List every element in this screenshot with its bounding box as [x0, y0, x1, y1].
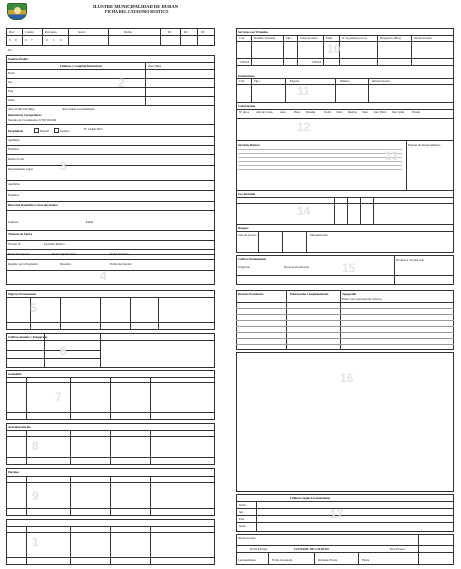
domicilio-label: Dirección Domicilio Correo electrónico [8, 203, 58, 207]
nombres-label: Nombres [8, 147, 19, 151]
infraestructura-label: Infraestructura [310, 233, 328, 237]
no-label: No. [8, 48, 13, 52]
linderos-levantamiento-heading: Linderos Según Levantamiento [290, 496, 331, 500]
cons-col: Inst. Eléct. [374, 110, 387, 114]
natural-label: Natural [40, 129, 49, 133]
cons-col: Paredes [306, 110, 316, 114]
firma-label: Firma [362, 558, 370, 562]
code-label-sector: Sector [78, 30, 86, 34]
cons-col: Estado [412, 110, 421, 114]
serv-col-tipo: Tipo [286, 36, 292, 40]
servicios-text-lines [238, 147, 402, 177]
code-label-d1: D1 [168, 30, 172, 34]
code-digit: 1 [53, 38, 55, 42]
form-subtitle: FICHA DEL CATASTRO RUSTICO [105, 9, 169, 14]
code-label-prov: Prov [9, 30, 15, 34]
cons-col: Año de Const. [256, 110, 274, 114]
fecha-escritura-label: Fecha Escritura [110, 252, 129, 256]
section-number-17: 17 [330, 507, 344, 521]
section-number-13: 13 [385, 149, 399, 163]
linderos-levantamiento-block [236, 494, 454, 532]
inst-col-numero: Número [340, 79, 350, 83]
section-number-7: 7 [55, 390, 62, 404]
cons-col: Pisos [294, 110, 301, 114]
serv-col-edad: Edad [326, 36, 333, 40]
cons-col: Inst. Sanit. [392, 110, 405, 114]
inst-col-tipo: Tipo [254, 79, 260, 83]
area-heading: Área (Has) [148, 64, 162, 68]
form-title: ILUSTRE MUNICIPALIDAD DE DURAN [93, 4, 179, 9]
productos-label: Productos / Producción [396, 258, 424, 262]
cons-col: Área [280, 110, 286, 114]
lindero-norte: Norte [8, 71, 15, 75]
cons-col: Cielo [336, 110, 343, 114]
fecha-levantado-label: Fecha Levantado [272, 558, 293, 562]
construccion-columns [236, 110, 454, 118]
serv-col-cod: Cod. [239, 36, 245, 40]
code-digit: 9 [15, 38, 17, 42]
registro-propiedad-label: Registro de la Propiedad [8, 262, 38, 266]
code-digit: 0 [9, 38, 11, 42]
section-number-5: 5 [30, 301, 37, 315]
lindero-sur: Sur [8, 80, 13, 84]
juridica-label: Jurídica [60, 129, 70, 133]
razon-social-label: Razón Social [8, 157, 24, 161]
para-errores-label: Para Errores [390, 547, 405, 551]
code-digit: 0 [46, 38, 48, 42]
cons-col: Vent. [362, 110, 369, 114]
observaciones-label: Observaciones [238, 536, 256, 540]
section-number-4: 4 [100, 269, 107, 283]
posesion-label: Posesión [60, 262, 71, 266]
lev-sur-label: Sur [239, 510, 244, 514]
code-digit: 0 [25, 38, 27, 42]
control-calidad-label: CONTROL DE CALIDAD [294, 547, 329, 551]
code-digits-row [6, 36, 215, 46]
section-number-15: 15 [342, 261, 356, 275]
nombre-predio-label: Nombre Predio: [8, 57, 29, 61]
linderos-heading: Linderos y Longitud Referencial [60, 64, 102, 68]
servicios-basicos-heading: Servicios Básicos [238, 143, 260, 147]
lindero-este: Este [8, 89, 14, 93]
lev-este-label: Este [239, 517, 245, 521]
municipal-logo-icon [7, 3, 27, 20]
lev-oeste-label: Oeste [239, 524, 246, 528]
fuentes-label: Fuentes de Abastecimiento [408, 143, 441, 147]
code-label-parroquia: Parroquia [45, 30, 57, 34]
section-number-16: 16 [340, 371, 354, 385]
fecha-adjudicacion-label: Fecha Adjudicación [52, 252, 76, 256]
code-digit: 7 [31, 38, 33, 42]
section-number-12: 12 [297, 120, 311, 134]
apellidos-rep-label: Apellidos [8, 182, 20, 186]
fecha-inscripcion-2-label: Fecha Inscripción [110, 262, 132, 266]
lev-norte-label: Norte [239, 503, 246, 507]
nombres-rep-label: Nombres [8, 193, 19, 197]
ganaderia-heading: Ganadería [8, 372, 22, 376]
coord-system-label: Sistema de Coordenadas: UTM WGS84 [8, 118, 57, 122]
code-label-predio: Predio [124, 30, 132, 34]
avicola-heading: Actividad Avícola [8, 425, 31, 429]
section-number-10: 10 [327, 42, 341, 56]
notas-produccion-label: Notas de Producción [284, 265, 309, 269]
revisado-label: Revisado Fecha [318, 558, 338, 562]
cons-col: Techo [324, 110, 332, 114]
section-number-14: 14 [297, 204, 311, 218]
serv-col-plantas: Nº de plantas por tai [342, 36, 367, 40]
fecha-entrega-label: Fecha Entrega [250, 547, 268, 551]
info-complementaria-heading: Información Complementaria [290, 292, 329, 296]
tenencia-label: Tenencia de Tierra [8, 232, 33, 236]
lindero-oeste: Oeste [8, 98, 15, 102]
levantamiento-label: Levantamiento [238, 558, 256, 562]
cons-col: Nº pisos [239, 110, 250, 114]
instalaciones-heading: Instalaciones [238, 74, 255, 78]
representante-legal-label: Representante Legal [8, 167, 33, 171]
inst-col-especie: Especie [290, 79, 300, 83]
code-label-d2: D2 [184, 30, 188, 34]
irrigacion-label: Irrigación [238, 265, 250, 269]
porcinos-heading: Porcinos [8, 470, 20, 474]
bosques-heading: Bosques [238, 226, 249, 230]
apellidos-label: Apellidos [8, 138, 20, 142]
mejoras-block [6, 290, 215, 330]
escritura-label: Escritura Pública [44, 242, 65, 246]
cultivos-heading: Cultivos Anuales y Temporales [8, 335, 48, 339]
code-label-canton: Cantón [25, 30, 34, 34]
construccion-heading: Construcción [238, 104, 256, 108]
vias-label: Vías de Acceso [238, 233, 257, 237]
plano-label: Plano con Capacidad de Cultivos [342, 297, 382, 301]
servicios-total-label-2: TOTAL [312, 60, 322, 64]
left-upper-block [6, 55, 215, 255]
section-number-11: 11 [297, 84, 310, 98]
section-number-9: 9 [32, 489, 39, 503]
serv-col-nombre: Nombre vivienda [254, 36, 275, 40]
serv-col-obs: Observaciones [414, 36, 432, 40]
ref-cartograficas-label: Referencias Cartográficas [8, 113, 42, 117]
fecha-inscripcion-label: Fecha Inscripción [8, 252, 30, 256]
propiedad-label: Propiedad [8, 129, 23, 133]
servicios-total-label: TOTAL [240, 60, 250, 64]
cultivos-permanentes-heading: Cultivos Permanentes [238, 257, 267, 261]
code-label-d3: D3 [201, 30, 205, 34]
topografia-heading: Topografía [342, 292, 357, 296]
serv-col-techo: Clase de techo [300, 36, 318, 40]
section-number-2: 2 [118, 76, 125, 90]
cedula-ruc-label: Nº Cédula RUC [84, 127, 104, 131]
uso-suelo-heading: Uso del Suelo [238, 192, 256, 196]
mejoras-heading: Mejoras Permanentes [8, 292, 37, 296]
area-levantamiento-label: Área Según Levantamiento [62, 107, 95, 111]
area-verificada-label: Área Verificada (Has) [8, 107, 35, 111]
serv-col-propietario: Propietario (Has) [380, 36, 401, 40]
section-number-8: 8 [32, 439, 39, 453]
email-label: Email [86, 220, 94, 224]
derecho-heading: Derecho Económico [238, 292, 264, 296]
telefono-label: Teléfono [8, 220, 19, 224]
section-number-1: 1 [32, 535, 39, 549]
inst-col-obs: Observaciones [372, 79, 390, 83]
cons-col: Puertas [348, 110, 357, 114]
code-digit: 9 [60, 38, 62, 42]
natural-checkbox[interactable] [34, 128, 39, 133]
servicios-heading: Servicios con Viviendas [238, 30, 269, 34]
section-number-6: 6 [60, 344, 67, 358]
notaria-label: Notaría Nº [8, 242, 21, 246]
section-number-3: 3 [60, 159, 67, 173]
inst-col-cod: Cód. [239, 79, 245, 83]
juridica-checkbox[interactable] [54, 128, 59, 133]
